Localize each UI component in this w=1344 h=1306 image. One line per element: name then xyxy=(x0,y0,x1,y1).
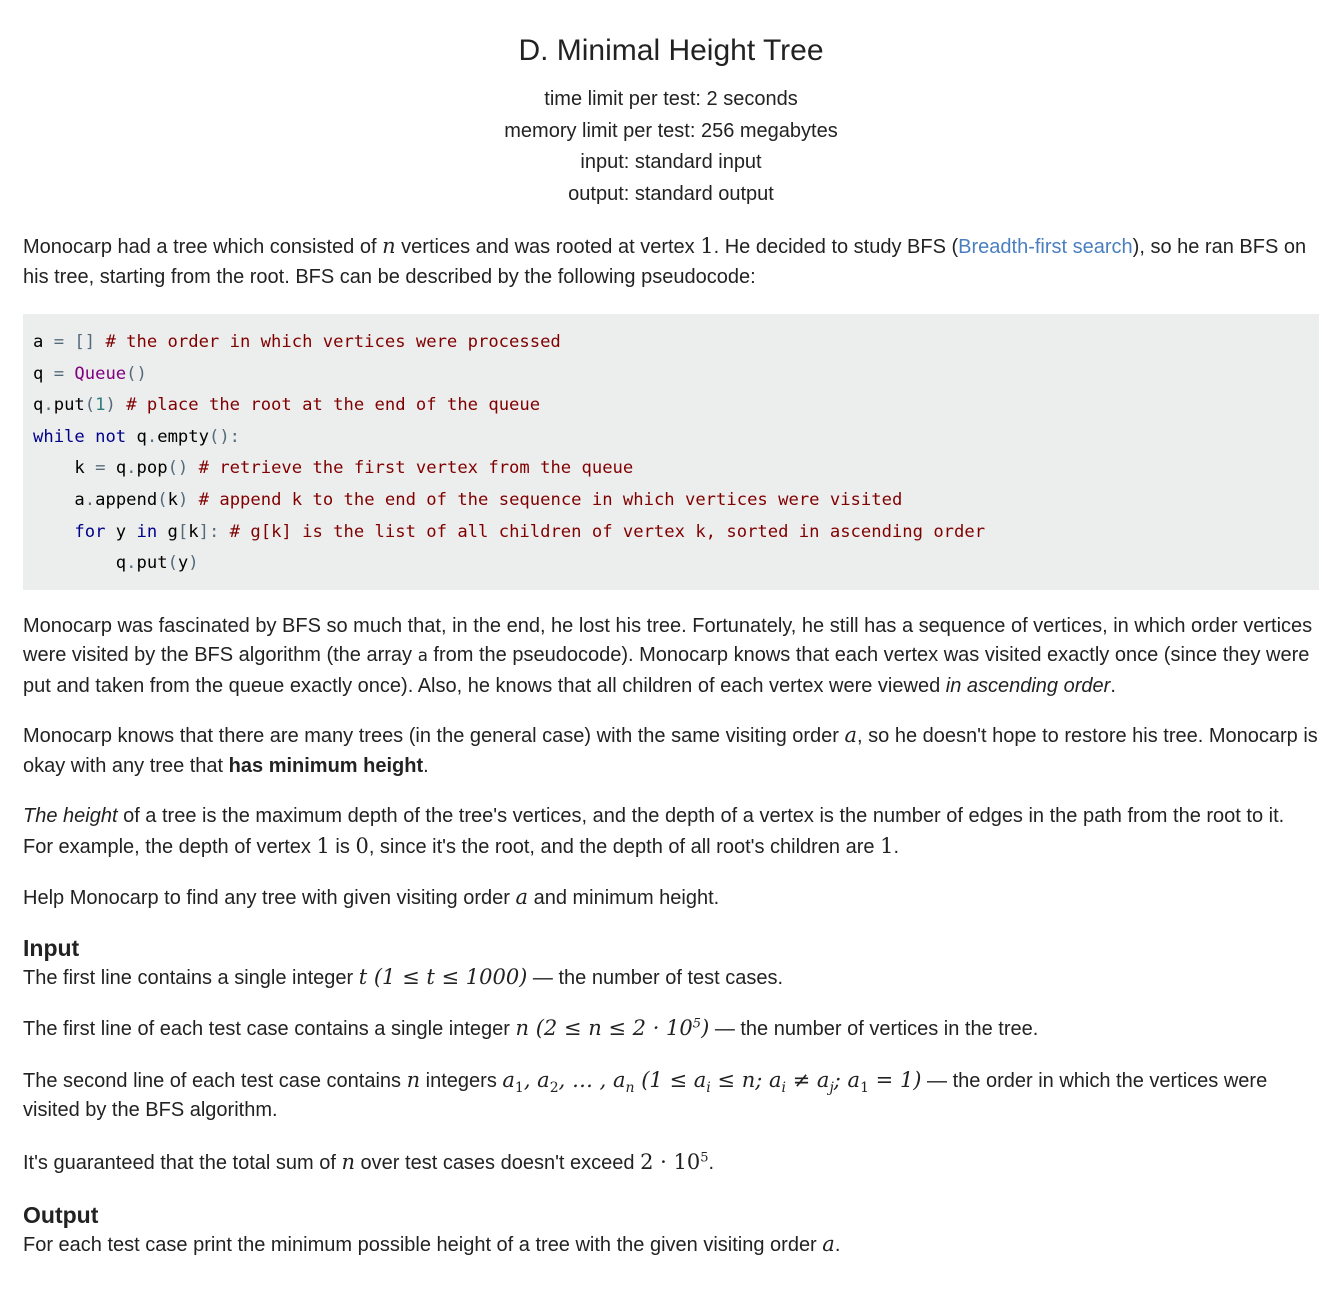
statement-paragraph-4: The height of a tree is the maximum depth of the tree's vertices, and the depth of a vertex is the number of edges in the path from the root to it. For example, the depth of vertex 1 is 0, since it's the root, and the depth of all root's children are 1. xyxy=(23,805,1285,858)
output-line-1: For each test case print the minimum possible height of a tree with the given visiting order a. xyxy=(23,1232,841,1257)
bfs-wiki-link[interactable]: Breadth-first search xyxy=(958,236,1133,258)
statement-paragraph-1: Monocarp had a tree which consisted of n vertices and was rooted at vertex 1. He decided to study BFS (Breadth-first search), so he ran BFS on his tree, starting from the root. BFS can be described by the following pseudocode: xyxy=(23,234,1307,288)
problem-header xyxy=(23,0,1319,210)
output-heading: Output xyxy=(23,1202,99,1229)
code-line-5: k = q.pop() # retrieve the first vertex from the queue xyxy=(74,458,634,479)
input-file: input: standard input xyxy=(580,151,762,173)
input-line-1: The first line contains a single integer t (1 ≤ t ≤ 1000) — the number of test cases. xyxy=(23,964,784,989)
input-line-3: The second line of each test case contains n integers $a_1$, $a_2$, … , $a_n$ ($1 \le a_i \le n$; $a_i \ne a_j$; $a_1 = 1$) — the order in which the vertices were visited by the BFS algorithm. xyxy=(23,1067,1268,1122)
input-heading: Input xyxy=(23,934,80,961)
statement-paragraph-3: Monocarp knows that there are many trees (in the general case) with the same visiting order a, so he doesn't hope to restore his tree. Monocarp is okay with any tree that has minimum height. xyxy=(23,723,1318,777)
code-line-7: for y in g[k]: # g[k] is the list of all children of vertex k, sorted in ascending order xyxy=(74,521,986,542)
code-line-8: q.put(y) xyxy=(115,553,199,574)
output-file: output: standard output xyxy=(568,182,774,205)
input-line-2: The first line of each test case contains a single integer n $(2 \le n \le 2 \cdot 10^5)$ — the number of vertices in the tree. xyxy=(23,1016,1039,1041)
statement-paragraph-5: Help Monocarp to find any tree with given visiting order a and minimum height. xyxy=(23,885,720,910)
code-line-1: a = [] # the order in which vertices were processed xyxy=(33,332,561,352)
pseudocode-block xyxy=(23,314,1319,590)
memory-limit: memory limit per test: 256 megabytes xyxy=(504,119,838,142)
code-line-2: q = Queue() xyxy=(33,363,147,384)
code-line-6: a.append(k) # append k to the end of the sequence in which vertices were visited xyxy=(74,489,903,510)
statement-paragraph-2: Monocarp was fascinated by BFS so much that, in the end, he lost his tree. Fortunately, he still has a sequence of vertices, in which order vertices were visited by the BFS algorithm (the array a from the pseudocode). Monocarp knows that each vertex was visited exactly once (since they were put and taken from the queue exactly once). Also, he knows that all children of each vertex were viewed in ascending order. xyxy=(23,614,1313,697)
time-limit: time limit per test: 2 seconds xyxy=(544,88,798,110)
code-line-4: while not q.empty(): xyxy=(33,426,241,447)
problem-title: D. Minimal Height Tree xyxy=(518,34,824,67)
input-line-4: It's guaranteed that the total sum of n over test cases doesn't exceed $2 \cdot 10^5$. xyxy=(23,1149,715,1174)
code-line-3: q.put(1) # place the root at the end of the queue xyxy=(33,395,541,416)
